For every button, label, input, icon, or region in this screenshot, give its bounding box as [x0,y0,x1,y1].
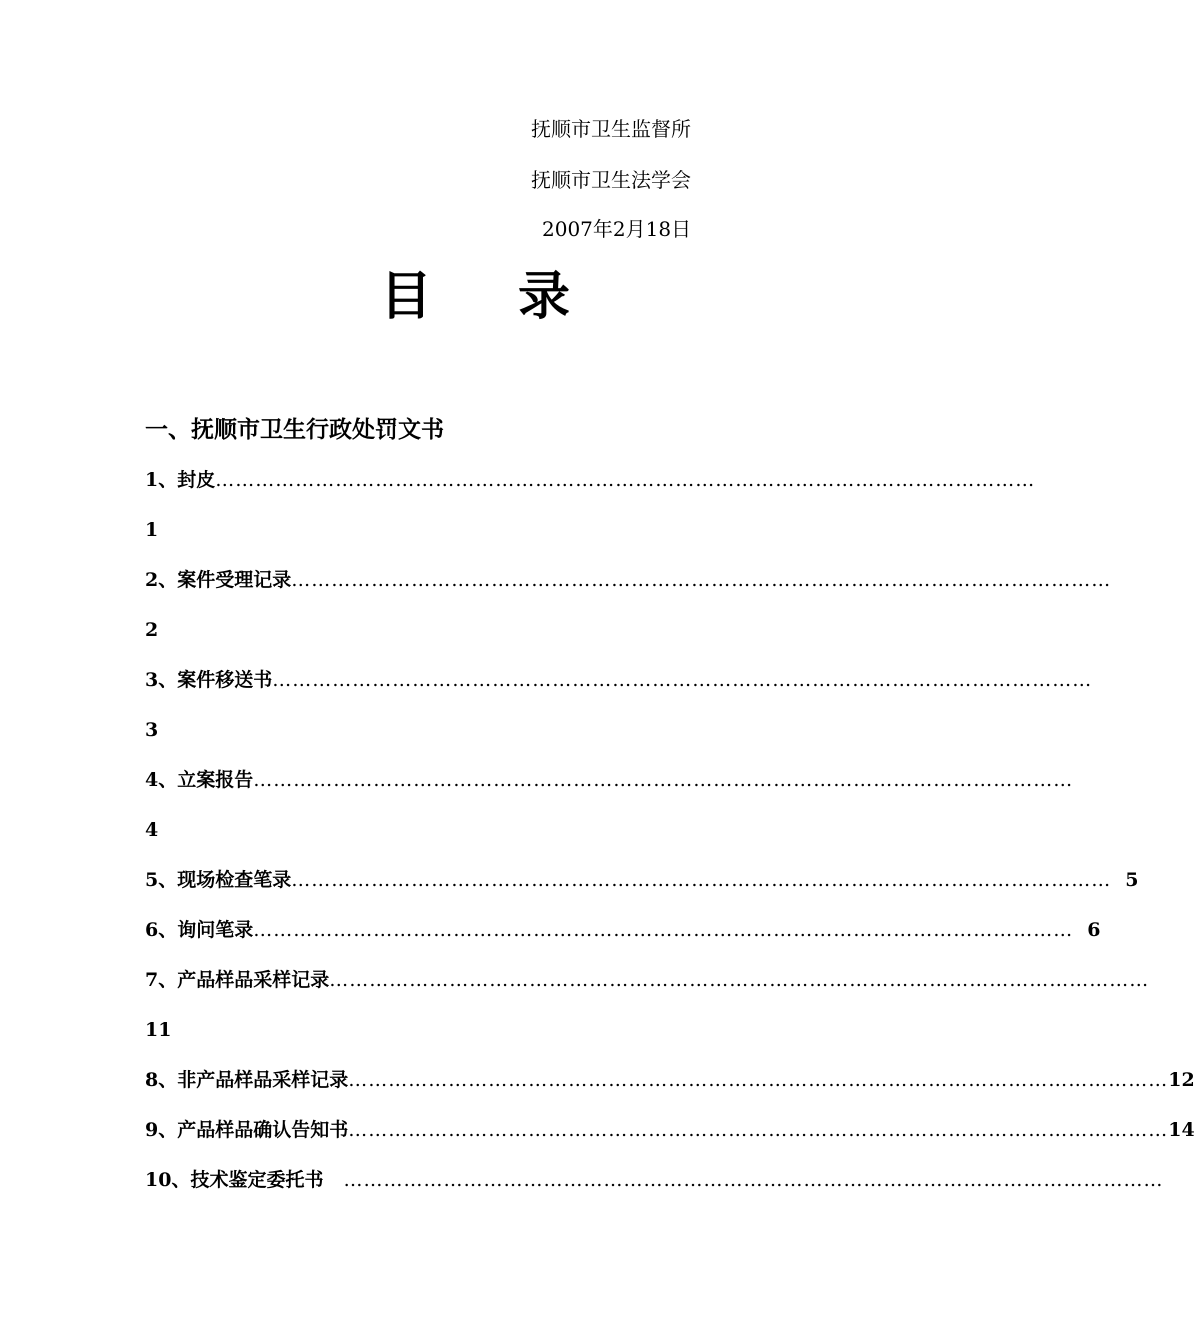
toc-entry [145,1066,1195,1094]
toc-title [380,262,570,332]
toc-entry [145,766,1074,794]
toc-entry-label: 1、封皮 [145,469,216,491]
toc-entry-label: 10、技术鉴定委托书 [145,1169,324,1191]
toc-entry-page: 1 [145,519,159,541]
leader-dots: …………………………………………………………………………………………………………… [348,1069,1169,1091]
toc-title-char-2: 录 [518,266,571,327]
toc-entry [145,1166,1164,1194]
toc-entry-page: 5 [1125,869,1139,891]
leader-dots: …………………………………………………………………………………………………………… [253,919,1074,941]
toc-entry-label: 4、立案报告 [145,769,254,791]
leader-dots: …………………………………………………………………………………………………………… [253,769,1074,791]
toc-entry-page: 6 [1087,919,1101,941]
issue-date: 2007年2月18日 [542,217,692,241]
leader-dots: …………………………………………………………………………………………………………… [291,569,1112,591]
toc-entry-label: 6、询问笔录 [145,919,254,941]
toc-entry [145,866,1139,894]
toc-section-heading: 一、抚顺市卫生行政处罚文书 [145,416,444,443]
leader-dots: …………………………………………………………………………………………………………… [348,1119,1169,1141]
leader-dots: …………………………………………………………………………………………………………… [272,669,1093,691]
toc-entry [145,666,1093,694]
toc-entry-page: 11 [145,1019,172,1041]
toc-entry [145,1116,1195,1144]
issuer-org-1: 抚顺市卫生监督所 [531,117,691,141]
toc-entry-page: 4 [145,819,159,841]
toc-entry [145,966,1150,994]
toc-entry-page: 12 [1168,1069,1195,1091]
toc-entry-page: 3 [145,719,159,741]
toc-entry-label: 5、现场检查笔录 [145,869,292,891]
toc-entry-label: 8、非产品样品采样记录 [145,1069,349,1091]
toc-entry [145,916,1101,944]
toc-title-char-1: 目 [380,266,433,327]
leader-dots: …………………………………………………………………………………………………………… [215,469,1036,491]
toc-entry-label: 2、案件受理记录 [145,569,292,591]
toc-entry-page: 2 [145,619,159,641]
toc-entry-label: 7、产品样品采样记录 [145,969,330,991]
issuer-org-2: 抚顺市卫生法学会 [531,168,691,192]
leader-dots: …………………………………………………………………………………………………………… [329,969,1150,991]
toc-entry-page: 14 [1168,1119,1195,1141]
toc-entry [145,466,1036,494]
leader-dots: …………………………………………………………………………………………………………… [343,1169,1164,1191]
leader-dots: …………………………………………………………………………………………………………… [291,869,1112,891]
toc-entry-label: 3、案件移送书 [145,669,273,691]
toc-entry-label: 9、产品样品确认告知书 [145,1119,349,1141]
toc-entry [145,566,1112,594]
